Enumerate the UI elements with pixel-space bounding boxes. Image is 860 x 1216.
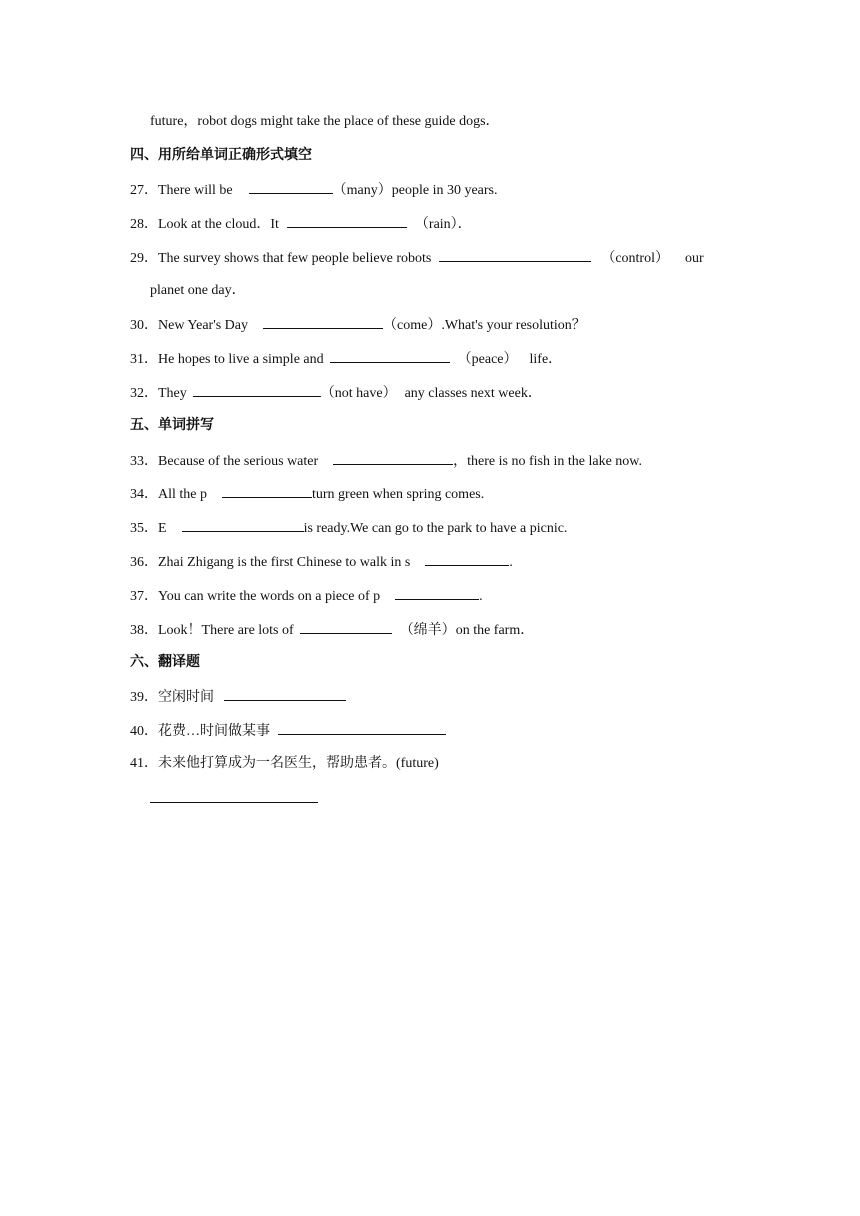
question-number: 28． xyxy=(130,217,158,232)
question-text: Look at the cloud．It xyxy=(158,217,279,232)
question-text: New Year's Day xyxy=(158,318,249,333)
continuation-line xyxy=(150,112,500,132)
word-hint: （rain）． xyxy=(414,217,472,232)
question-text: . xyxy=(479,589,483,604)
word-hint: （not have） xyxy=(320,386,397,401)
section-heading-4: 四、用所给单词正确形式填空 xyxy=(130,147,312,163)
question-29-continuation xyxy=(150,281,246,301)
section-heading-6: 六、翻译题 xyxy=(130,654,200,670)
question-number: 34． xyxy=(130,487,158,502)
word-hint: （many） xyxy=(332,183,392,198)
answer-blank[interactable] xyxy=(287,213,407,228)
question-number: 33． xyxy=(130,454,158,469)
question-number: 39． xyxy=(130,690,158,705)
question-32 xyxy=(130,382,542,404)
question-text: They xyxy=(158,386,187,401)
question-number: 30． xyxy=(130,318,158,333)
question-text: is ready.We can go to the park to have a picnic. xyxy=(303,521,568,536)
question-text: on the farm． xyxy=(455,623,535,638)
question-text: ，there is no fish in the lake now. xyxy=(453,454,643,469)
word-hint: （come） xyxy=(383,318,442,333)
question-text: The survey shows that few people believe robots xyxy=(158,251,432,266)
question-38 xyxy=(130,619,534,641)
answer-blank[interactable] xyxy=(300,619,392,634)
continuation-text: future，robot dogs might take the place of these guide dogs． xyxy=(150,114,500,129)
answer-blank[interactable] xyxy=(439,247,591,262)
answer-blank[interactable] xyxy=(425,551,509,566)
question-text: You can write the words on a piece of p xyxy=(158,589,381,604)
question-text: He hopes to live a simple and xyxy=(158,352,324,367)
question-number: 35． xyxy=(130,521,158,536)
question-text: There will be xyxy=(158,183,233,198)
question-41-answer-line xyxy=(150,788,318,810)
question-30 xyxy=(130,314,586,336)
question-text: Look！There are lots of xyxy=(158,623,294,638)
question-text: our xyxy=(684,251,704,266)
question-36 xyxy=(130,551,513,573)
question-number: 40． xyxy=(130,724,158,739)
question-27 xyxy=(130,179,498,201)
question-31 xyxy=(130,348,562,370)
answer-blank[interactable] xyxy=(182,517,304,532)
question-text: any classes next week． xyxy=(404,386,542,401)
answer-blank[interactable] xyxy=(222,483,312,498)
question-number: 38． xyxy=(130,623,158,638)
question-39 xyxy=(130,686,346,708)
answer-blank[interactable] xyxy=(278,720,446,735)
question-text: Because of the serious water xyxy=(158,454,319,469)
question-number: 36． xyxy=(130,555,158,570)
question-40 xyxy=(130,720,446,742)
question-text: 未来他打算成为一名医生，帮助患者。(future) xyxy=(158,756,439,771)
word-hint: （control） xyxy=(601,251,669,266)
answer-blank[interactable] xyxy=(330,348,450,363)
answer-blank[interactable] xyxy=(249,179,333,194)
question-text: .What's your resolution？ xyxy=(441,318,586,333)
question-text: turn green when spring comes. xyxy=(312,487,485,502)
question-41 xyxy=(130,754,439,774)
question-text: people in 30 years. xyxy=(391,183,498,198)
question-text: life． xyxy=(529,352,563,367)
answer-blank[interactable] xyxy=(263,314,383,329)
question-number: 37． xyxy=(130,589,158,604)
question-37 xyxy=(130,585,483,607)
question-text: planet one day． xyxy=(150,283,246,298)
question-number: 29． xyxy=(130,251,158,266)
answer-blank[interactable] xyxy=(395,585,479,600)
answer-blank[interactable] xyxy=(333,450,453,465)
question-text: 花费…时间做某事 xyxy=(158,724,270,739)
question-35 xyxy=(130,517,567,539)
section-heading-5: 五、单词拼写 xyxy=(130,417,214,433)
question-34 xyxy=(130,483,484,505)
answer-blank[interactable] xyxy=(193,382,321,397)
question-33 xyxy=(130,450,642,472)
question-text: Zhai Zhigang is the first Chinese to walk in s xyxy=(158,555,411,570)
question-number: 32． xyxy=(130,386,158,401)
question-28 xyxy=(130,213,472,235)
word-hint: （绵羊） xyxy=(399,623,456,638)
question-number: 41． xyxy=(130,756,158,771)
question-number: 31． xyxy=(130,352,158,367)
question-29 xyxy=(130,247,704,269)
question-text: 空闲时间 xyxy=(158,690,214,705)
word-hint: （peace） xyxy=(457,352,518,367)
answer-blank[interactable] xyxy=(224,686,346,701)
answer-blank[interactable] xyxy=(150,788,318,803)
question-text: . xyxy=(509,555,513,570)
question-text: All the p xyxy=(158,487,207,502)
question-text: E xyxy=(158,521,167,536)
question-number: 27． xyxy=(130,183,158,198)
